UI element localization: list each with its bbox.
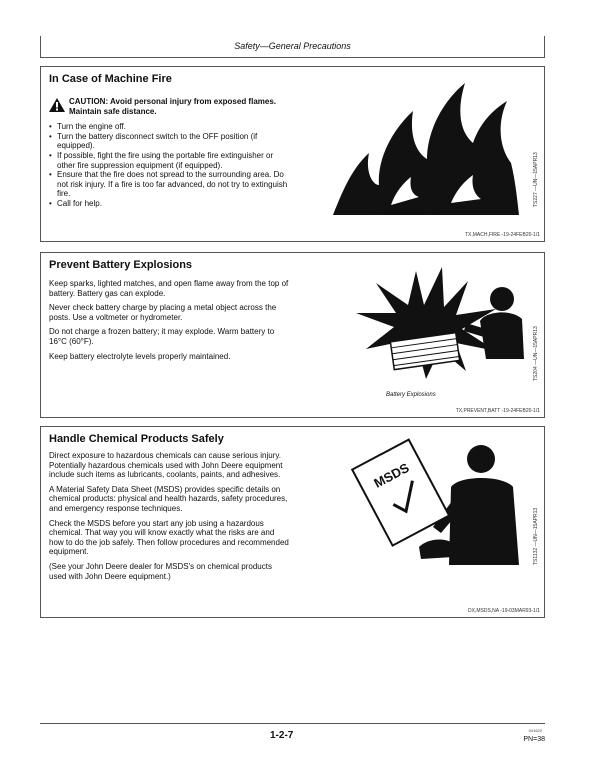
page-header <box>40 36 545 58</box>
list-item: • Call for help. <box>49 199 289 209</box>
reference-code: DX,MSDS,NA -19-03MAR93-1/1 <box>468 608 540 614</box>
section-title: Handle Chemical Products Safely <box>49 433 224 445</box>
figure-code: TS1132 —UN—15APR13 <box>533 507 539 565</box>
paragraph: A Material Safety Data Sheet (MSDS) provides specific details on chemical products: physical and health hazards, safety procedures, and emergency response techniques. <box>49 484 288 513</box>
caution-text: CAUTION: Avoid personal injury from exposed flames. Maintain safe distance. <box>69 97 276 116</box>
figure-code: TS227 —UN—15APR13 <box>533 152 539 207</box>
section-body <box>49 97 289 209</box>
paragraph: Keep sparks, lighted matches, and open flame away from the top of battery. Battery gas can explode. <box>49 279 289 298</box>
section-title: In Case of Machine Fire <box>49 73 172 85</box>
paragraph: Never check battery charge by placing a metal object across the posts. Use a voltmeter or hydrometer. <box>49 303 277 322</box>
section-body <box>49 279 289 366</box>
figure-caption: In Case of Machine Fire <box>374 209 438 215</box>
date-code: 041620 <box>528 728 542 733</box>
header-bottom-rule <box>40 57 545 58</box>
paragraph: Keep battery electrolyte levels properly maintained. <box>49 351 231 361</box>
section-battery-explosions <box>40 252 545 418</box>
section-machine-fire <box>40 66 545 242</box>
caution-notice <box>49 97 289 116</box>
list-item: • Turn the battery disconnect switch to the OFF position (if equipped). <box>49 132 289 151</box>
reference-code: TX,PREVENT,BATT -19-24FEB20-1/1 <box>455 408 540 414</box>
page-title: Safety—General Precautions <box>234 41 351 51</box>
footer-rule <box>40 723 545 724</box>
page-number: 1-2-7 <box>270 730 294 741</box>
paragraph: Do not charge a frozen battery; it may explode. Warm battery to 16°C (60°F). <box>49 327 275 346</box>
warning-triangle-icon <box>49 98 65 112</box>
figure-code: TS204 —UN—15APR13 <box>533 326 539 381</box>
section-chemical-products <box>40 426 545 618</box>
reference-code: TX,MACH,FIRE -19-24FEB20-1/1 <box>464 232 540 238</box>
section-title: Prevent Battery Explosions <box>49 259 193 271</box>
msds-reader-illustration <box>341 435 526 570</box>
paragraph: (See your John Deere dealer for MSDS's on chemical products used with John Deere equipment.) <box>49 561 272 581</box>
list-item: • Turn the engine off. <box>49 122 289 132</box>
pn-number: PN=38 <box>523 736 545 743</box>
paragraph: Direct exposure to hazardous chemicals can cause serious injury. Potentially hazardous chemicals used with John Deere equipment include such items as lubricants, coolants, paints, and adhesives. <box>49 451 283 480</box>
flames-illustration <box>331 77 526 217</box>
msds-label: MSDS <box>371 459 412 491</box>
list-item: • Ensure that the fire does not spread to the surrounding area. Do not risk injury. If a fire is too far advanced, do not try to extinguish fire. <box>49 170 289 199</box>
list-item: • If possible, fight the fire using the portable fire extinguisher or other fire suppression equipment (if equipped). <box>49 151 289 170</box>
battery-explosion-illustration <box>346 263 526 393</box>
section-body <box>49 451 289 586</box>
figure-caption: Battery Explosions <box>386 392 436 398</box>
paragraph: Check the MSDS before you start any job using a hazardous chemical. That way you will know exactly what the risks are and how to do the job safely. Then follow procedures and recommended equipment. <box>49 518 289 557</box>
fire-steps-list <box>49 122 289 208</box>
